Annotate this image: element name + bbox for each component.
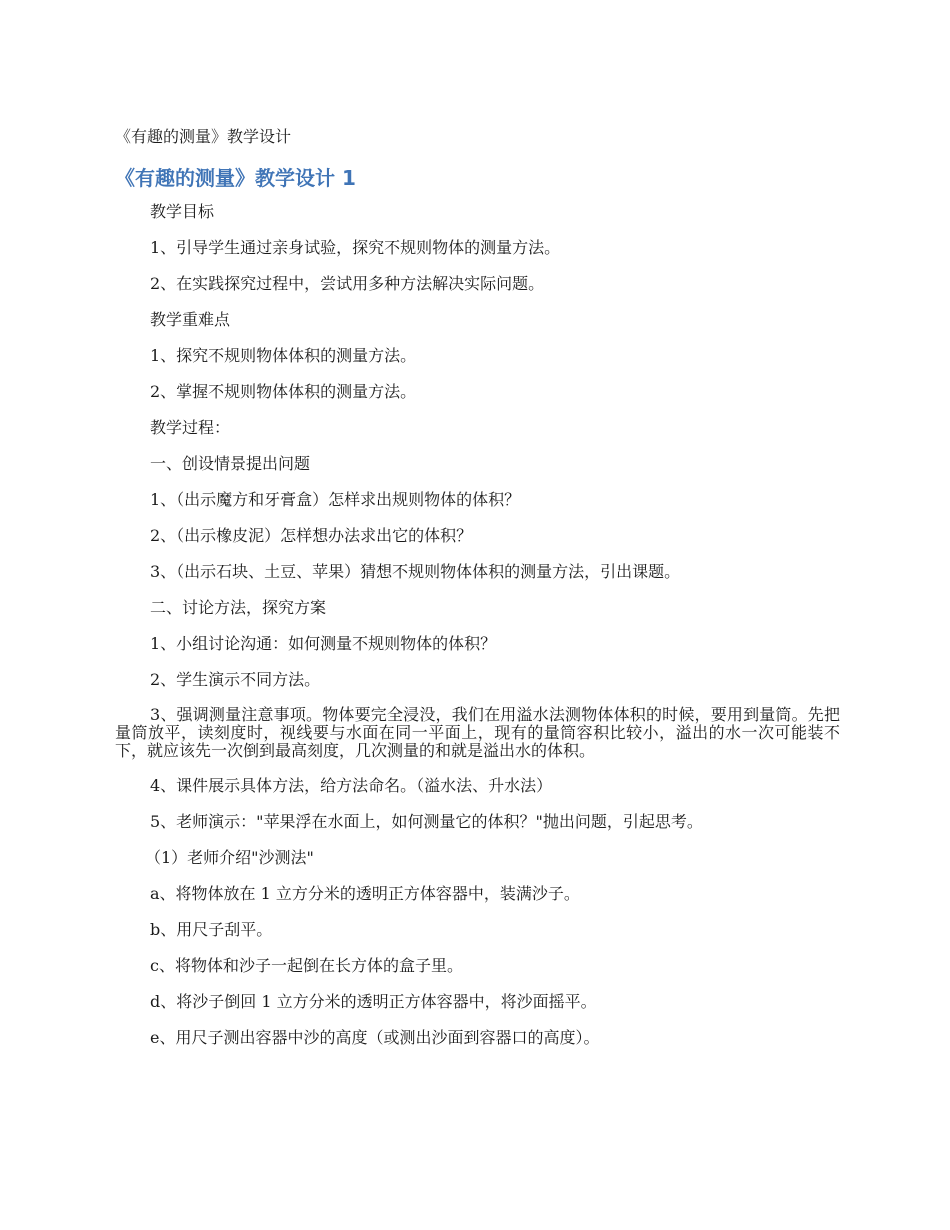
document-title: 《有趣的测量》教学设计 xyxy=(115,127,292,146)
paragraph: 3、（出示石块、土豆、苹果）猜想不规则物体体积的测量方法，引出课题。 xyxy=(150,562,681,581)
paragraph: 4、课件展示具体方法，给方法命名。（溢水法、升水法） xyxy=(150,776,553,795)
paragraph: 2、学生演示不同方法。 xyxy=(150,670,321,689)
paragraph: 5、老师演示："苹果浮在水面上，如何测量它的体积？"抛出问题，引起思考。 xyxy=(150,812,703,831)
paragraph: 1、探究不规则物体体积的测量方法。 xyxy=(150,346,417,365)
section-heading: 《有趣的测量》教学设计 1 xyxy=(115,166,356,190)
paragraph: 1、（出示魔方和牙膏盒）怎样求出规则物体的体积？ xyxy=(150,490,521,509)
document-body xyxy=(115,202,840,1064)
paragraph-step-e: e、用尺子测出容器中沙的高度（或测出沙面到容器口的高度）。 xyxy=(150,1028,600,1047)
paragraph: 2、掌握不规则物体体积的测量方法。 xyxy=(150,382,417,401)
paragraph: 2、在实践探究过程中，尝试用多种方法解决实际问题。 xyxy=(150,274,545,293)
paragraph-section-two: 二、讨论方法，探究方案 xyxy=(150,598,327,617)
paragraph-step-d: d、将沙子倒回 1 立方分米的透明正方体容器中，将沙面摇平。 xyxy=(150,992,597,1011)
paragraph: 2、（出示橡皮泥）怎样想办法求出它的体积？ xyxy=(150,526,473,545)
paragraph-sand-method: （1）老师介绍"沙测法" xyxy=(145,848,314,867)
paragraph-step-c: c、将物体和沙子一起倒在长方体的盒子里。 xyxy=(150,956,463,975)
paragraph-step-b: b、用尺子刮平。 xyxy=(150,920,273,939)
paragraph: 1、引导学生通过亲身试验，探究不规则物体的测量方法。 xyxy=(150,238,561,257)
paragraph-key-points: 教学重难点 xyxy=(150,310,231,329)
paragraph-step-a: a、将物体放在 1 立方分米的透明正方体容器中，装满沙子。 xyxy=(150,884,580,903)
paragraph: 1、小组讨论沟通：如何测量不规则物体的体积？ xyxy=(150,634,497,653)
paragraph-section-one: 一、创设情景提出问题 xyxy=(150,454,311,473)
paragraph-teaching-goals: 教学目标 xyxy=(150,202,215,221)
paragraph-measurement-notes: 3、强调测量注意事项。物体要完全浸没，我们在用溢水法测物体体积的时候，要用到量筒。先把量筒放平，读刻度时，视线要与水面在同一平面上，现有的量筒容积比较小，溢出的水一次可能装不下，就应该先一次倒到最高刻度，几次测量的和就是溢出水的体积。 xyxy=(115,705,840,760)
paragraph-teaching-process: 教学过程： xyxy=(150,418,231,437)
